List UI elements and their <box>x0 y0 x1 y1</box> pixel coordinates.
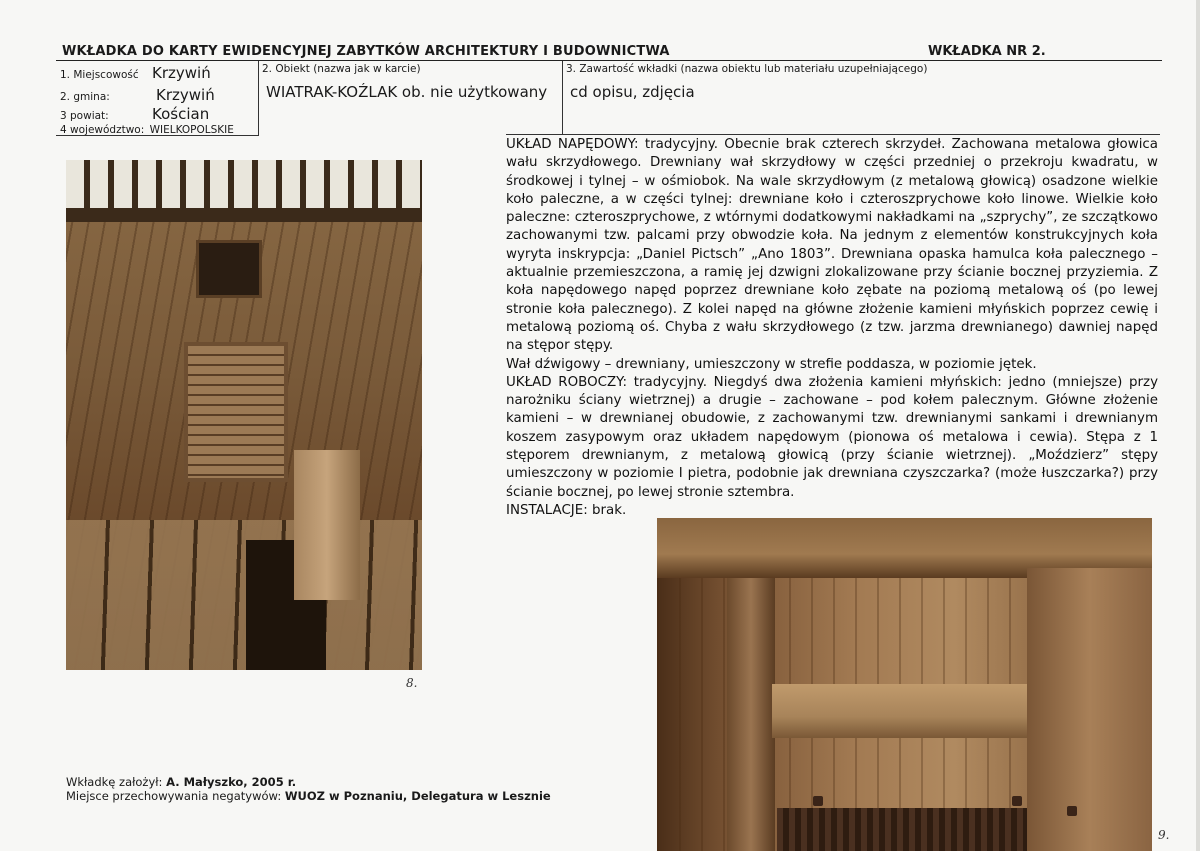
object-label: 2. Obiekt (nazwa jak w karcie) <box>262 63 421 75</box>
commune-label: 2. gmina: <box>60 91 110 103</box>
voivodeship-value: WIELKOPOLSKIE <box>149 124 234 136</box>
windmill-interior-photo <box>657 518 1152 851</box>
photo2-right-frame <box>1027 568 1152 851</box>
author-label: Wkładkę założył: <box>66 775 163 789</box>
contents-label: 3. Zawartość wkładki (nazwa obiektu lub materiału uzupełniającego) <box>566 63 928 75</box>
district-row <box>60 105 210 123</box>
document-title: WKŁADKA DO KARTY EWIDENCYJNEJ ZABYTKÓW ARCHITEKTURY I BUDOWNICTWA <box>62 44 670 59</box>
photo2-left-frame <box>727 578 775 851</box>
location-column-bottom-border <box>56 135 259 136</box>
photo1-top-beam <box>66 208 422 222</box>
drive-system-paragraph: UKŁAD NAPĘDOWY: tradycyjny. Obecnie brak czterech skrzydeł. Zachowana metalowa głowica wału skrzydłowego. Drewniany wał skrzydłowy w części przedniej o przekroju kwadratu, w środkowej i tylnej – w ośmiobok. Na wale skrzydłowym (z metalową głowicą) osadzone wielkie koło paleczne, a w części tylnej: drewniane koło i czteroszprychowe koło linowe. Wielkie koło paleczne: czteroszprychowe, z wtórnymi dodatkowymi nakładkami na „szprychy”, ze szczątkowo zachowanymi tzw. palcami przy obwodzie koła. Na jednym z elementów konstrukcyjnych koła wyryta inskrypcja: „Daniel Pictsch” „Ano 1803”. Drewniana opaska hamulca koła palecznego – aktualnie przemieszczona, a ramię jej dzwigni zlokalizowane przy ścianie bocznej przyziemia. Z koła napędowego napęd poprzez drewniane koło zębate na poziomą metalową oś (po lewej stronie koła palecznego). Z kolei napęd na główne złożenie kamieni młyńskich poprzez cewię i metalową poziomą oś. Chyba z wału skrzydłowego (z tzw. jarzma drewnianego) dawniej napęd na stępor stępy. <box>506 137 1158 354</box>
photo2-bottom-strip <box>777 808 1027 851</box>
installations-paragraph: INSTALACJE: brak. <box>506 502 627 518</box>
photo1-shutter <box>184 342 288 482</box>
author-value: A. Małyszko, 2005 r. <box>166 775 297 789</box>
photo2-bolt <box>1067 806 1077 816</box>
photo2-bolt <box>813 796 823 806</box>
photo2-bolt <box>1012 796 1022 806</box>
contents-column <box>562 61 1162 135</box>
photo2-number: 9. <box>1158 828 1170 842</box>
body-divider <box>506 134 1160 135</box>
lifting-shaft-paragraph: Wał dźwigowy – drewniany, umieszczony w strefie poddasza, w poziomie jętek. <box>506 356 1037 372</box>
object-value: WIATRAK-KOŹLAK ob. nie użytkowany <box>266 83 548 101</box>
author-line <box>66 775 296 789</box>
negatives-line <box>66 789 551 803</box>
photo2-crossbar <box>772 684 1027 738</box>
commune-row <box>60 86 215 104</box>
info-table <box>56 61 1162 135</box>
district-label: 3 powiat: <box>60 110 109 122</box>
locality-label: 1. Miejscowość <box>60 69 139 81</box>
object-column <box>258 61 563 135</box>
working-system-paragraph: UKŁAD ROBOCZY: tradycyjny. Niegdyś dwa złożenia kamieni młyńskich: jedno (mniejsze) przy narożniku ściany wietrznej) a drugie – zachowane – pod kołem palecznym. Główne złożenie kamieni – w drewnianej obudowie, z zachowanymi tzw. drewnianymi sankami i drewnianym koszem zasypowym oraz układem napędowym (pionowa oś metalowa i cewia). Stępa z 1 stęporem drewnianym, z metalową głowicą (przy ścianie wietrznej). „Moździerz” stępy umieszczony w poziomie I pietra, podobnie jak drewniana czyszczarka? (może łuszczarka?) przy ścianie bocznej, po lewej stronie sztembra. <box>506 374 1158 500</box>
page-edge <box>1196 0 1200 851</box>
contents-value: cd opisu, zdjęcia <box>570 83 695 101</box>
photo1-post <box>294 450 360 600</box>
windmill-exterior-photo <box>66 160 422 670</box>
district-value: Kościan <box>152 105 210 123</box>
description-text <box>506 136 1158 520</box>
photo1-roof-slats <box>66 160 422 208</box>
negatives-label: Miejsce przechowywania negatywów: <box>66 789 282 803</box>
insert-number: WKŁADKA NR 2. <box>928 44 1046 59</box>
location-column <box>56 61 259 135</box>
photo1-number: 8. <box>406 676 418 690</box>
locality-row <box>60 64 211 82</box>
photo1-lower-boards <box>66 520 422 670</box>
voivodeship-label: 4 województwo: <box>60 124 145 136</box>
locality-value: Krzywiń <box>152 64 211 82</box>
commune-value: Krzywiń <box>156 86 215 104</box>
negatives-value: WUOZ w Poznaniu, Delegatura w Lesznie <box>284 789 551 803</box>
photo1-window <box>196 240 262 298</box>
